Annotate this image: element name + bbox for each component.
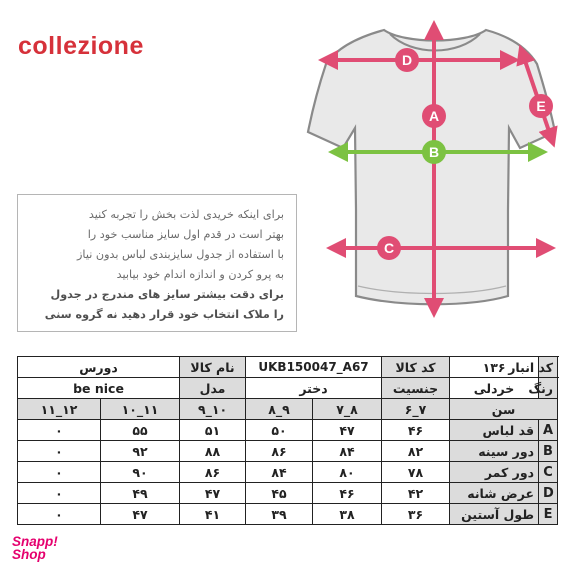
- table-row: [18, 399, 558, 420]
- cell: ۷۸: [382, 462, 450, 483]
- size-table: [17, 356, 558, 525]
- warehouse-code-value: ۱۳۶: [450, 357, 539, 378]
- gender-value: دختر: [246, 378, 382, 399]
- cell: ۸۲: [382, 441, 450, 462]
- product-name-value: دورس: [18, 357, 180, 378]
- info-line-bold: را ملاک انتخاب خود قرار دهید نه گروه سنی: [44, 308, 284, 321]
- cell: ۸۴: [246, 462, 313, 483]
- cell: ۴۵: [246, 483, 313, 504]
- label-d: D: [401, 52, 413, 68]
- cell: ۰: [18, 420, 101, 441]
- sizing-info-box: [17, 194, 297, 332]
- brand-logo: collezione: [18, 32, 144, 60]
- label-b: B: [428, 144, 440, 160]
- cell: ۴۷: [180, 483, 246, 504]
- cell: ۰: [18, 504, 101, 525]
- cell: ۰: [18, 462, 101, 483]
- table-row: [18, 420, 558, 441]
- row-name: طول آستین: [450, 504, 539, 525]
- age-column: ۷_۸: [313, 399, 382, 420]
- row-name: دور کمر: [450, 462, 539, 483]
- table-row: [18, 357, 558, 378]
- cell: ۰: [18, 483, 101, 504]
- table-row: [18, 462, 558, 483]
- tshirt-size-diagram: [283, 18, 563, 318]
- cell: ۴۷: [313, 420, 382, 441]
- row-name: دور سینه: [450, 441, 539, 462]
- age-column: ۱۰_۱۱: [101, 399, 180, 420]
- cell: ۳۶: [382, 504, 450, 525]
- product-code-value: UKB150047_A67: [246, 357, 382, 378]
- cell: ۵۰: [246, 420, 313, 441]
- color-value: خردلی: [450, 378, 539, 399]
- label-e: E: [536, 98, 546, 114]
- cell: ۸۶: [180, 462, 246, 483]
- table-row: [18, 441, 558, 462]
- info-line-bold: برای دقت بیشتر سایز های مندرج در جدول: [50, 288, 284, 301]
- row-name: عرض شانه: [450, 483, 539, 504]
- watermark-line: Shop: [12, 547, 46, 562]
- row-letter: D: [539, 483, 558, 504]
- cell: ۵۵: [101, 420, 180, 441]
- table-row: [18, 504, 558, 525]
- table-row: [18, 378, 558, 399]
- cell: ۹۲: [101, 441, 180, 462]
- snappshop-watermark: [12, 535, 58, 561]
- table-row: [18, 483, 558, 504]
- age-column: ۹_۱۰: [180, 399, 246, 420]
- cell: ۵۱: [180, 420, 246, 441]
- row-letter: E: [539, 504, 558, 525]
- label-c: C: [383, 240, 395, 256]
- cell: ۴۶: [313, 483, 382, 504]
- cell: ۴۹: [101, 483, 180, 504]
- info-line: به پرو کردن و اندازه اندام خود بیابید: [116, 268, 284, 281]
- product-code-label: کد کالا: [382, 357, 450, 378]
- age-column: ۱۱_۱۲: [18, 399, 101, 420]
- cell: ۴۲: [382, 483, 450, 504]
- cell: ۸۰: [313, 462, 382, 483]
- cell: ۴۱: [180, 504, 246, 525]
- cell: ۰: [18, 441, 101, 462]
- info-line: با استفاده از جدول سایزبندی لباس بدون نیاز: [77, 248, 284, 261]
- row-name: قد لباس: [450, 420, 539, 441]
- age-label: سن: [450, 399, 558, 420]
- model-value: be nice: [18, 378, 180, 399]
- model-label: مدل: [180, 378, 246, 399]
- color-label: رنگ: [539, 378, 558, 399]
- cell: ۳۸: [313, 504, 382, 525]
- info-line: بهتر است در قدم اول سایز مناسب خود را: [87, 228, 284, 241]
- cell: ۸۸: [180, 441, 246, 462]
- info-line: برای اینکه خریدی لذت بخش را تجربه کنید: [88, 208, 284, 221]
- age-column: ۸_۹: [246, 399, 313, 420]
- row-letter: B: [539, 441, 558, 462]
- age-column: ۶_۷: [382, 399, 450, 420]
- row-letter: A: [539, 420, 558, 441]
- warehouse-code-label: کد انبار: [539, 357, 558, 378]
- cell: ۸۴: [313, 441, 382, 462]
- gender-label: جنسیت: [382, 378, 450, 399]
- product-name-label: نام کالا: [180, 357, 246, 378]
- label-a: A: [428, 108, 440, 124]
- tshirt-outline: [308, 30, 555, 304]
- cell: ۴۷: [101, 504, 180, 525]
- watermark-line: Snapp!: [12, 534, 58, 549]
- cell: ۳۹: [246, 504, 313, 525]
- cell: ۸۶: [246, 441, 313, 462]
- row-letter: C: [539, 462, 558, 483]
- cell: ۴۶: [382, 420, 450, 441]
- cell: ۹۰: [101, 462, 180, 483]
